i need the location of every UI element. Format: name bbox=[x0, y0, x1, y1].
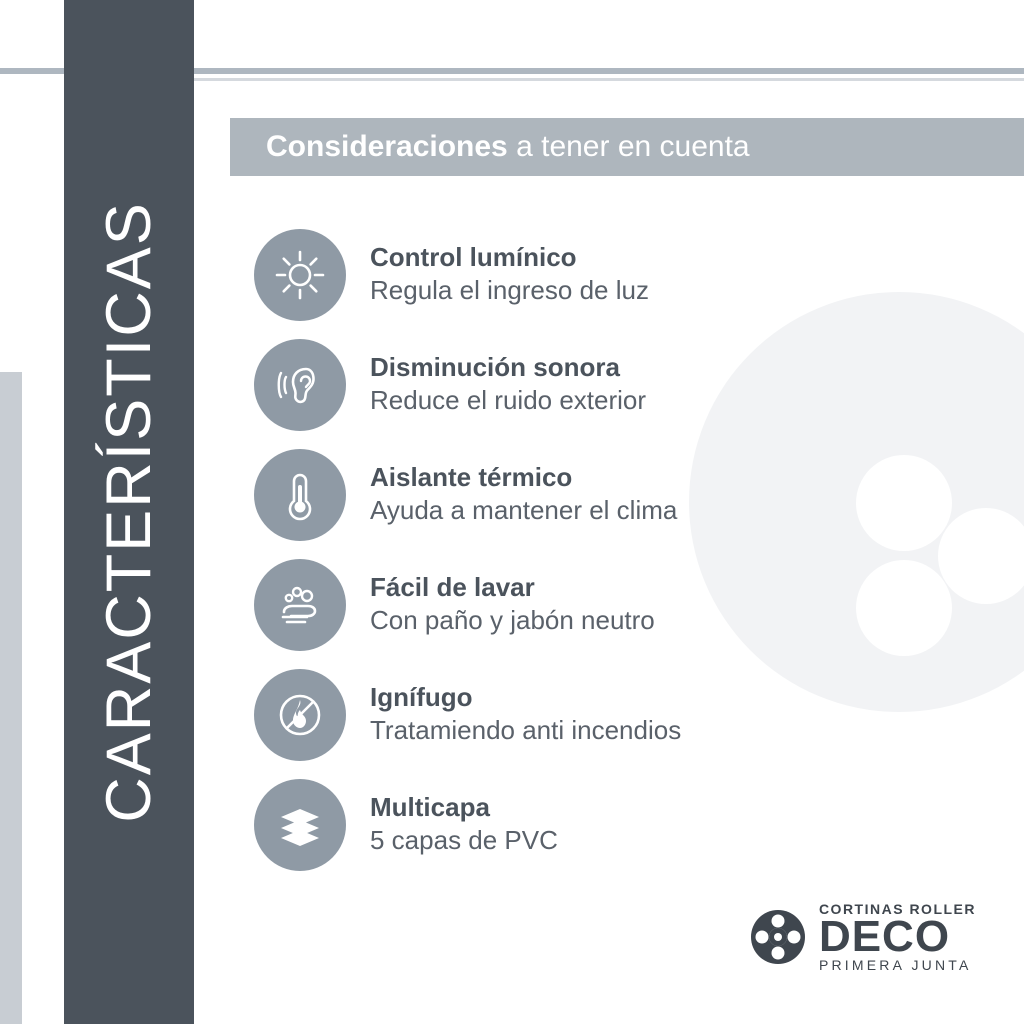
list-item bbox=[254, 448, 994, 542]
flame-icon bbox=[254, 669, 346, 761]
layers-icon bbox=[254, 779, 346, 871]
list-item bbox=[254, 668, 994, 762]
header-title-light: a tener en cuenta bbox=[507, 130, 750, 163]
feature-subtitle: 5 capas de PVC bbox=[370, 825, 558, 856]
vertical-title bbox=[64, 0, 194, 1024]
feature-title: Fácil de lavar bbox=[370, 572, 535, 603]
features-list bbox=[254, 228, 994, 872]
brand-name: DECO bbox=[818, 912, 951, 962]
top-rule-thin bbox=[180, 78, 1024, 81]
list-item bbox=[254, 778, 994, 872]
list-item bbox=[254, 558, 994, 652]
header-title-bold: Consideraciones bbox=[266, 130, 508, 163]
ear-sound-icon bbox=[254, 339, 346, 431]
header-banner bbox=[230, 118, 1024, 176]
feature-text bbox=[370, 463, 677, 526]
vertical-title-text: CARACTERÍSTICAS bbox=[94, 201, 164, 823]
feature-title: Multicapa bbox=[370, 792, 490, 823]
feature-text bbox=[370, 573, 655, 636]
feature-title: Ignífugo bbox=[370, 682, 473, 713]
header-title bbox=[266, 130, 750, 164]
left-accent-bar bbox=[0, 372, 22, 1024]
feature-text bbox=[370, 793, 558, 856]
list-item bbox=[254, 228, 994, 322]
feature-text bbox=[370, 243, 649, 306]
brand-tagline-top: CORTINAS ROLLER bbox=[818, 901, 976, 918]
brand-text bbox=[819, 902, 976, 972]
hand-wash-icon bbox=[254, 559, 346, 651]
feature-text bbox=[370, 683, 681, 746]
thermometer-icon bbox=[254, 449, 346, 541]
feature-title: Aislante térmico bbox=[370, 462, 573, 493]
brand-logo bbox=[749, 902, 976, 972]
feature-title: Control lumínico bbox=[370, 242, 577, 273]
feature-subtitle: Reduce el ruido exterior bbox=[370, 385, 647, 416]
feature-title: Disminución sonora bbox=[370, 352, 620, 383]
feature-subtitle: Regula el ingreso de luz bbox=[370, 275, 649, 306]
list-item bbox=[254, 338, 994, 432]
sun-icon bbox=[254, 229, 346, 321]
feature-subtitle: Tratamiendo anti incendios bbox=[370, 715, 682, 746]
deco-logo-icon bbox=[749, 908, 807, 966]
feature-text bbox=[370, 353, 646, 416]
feature-subtitle: Con paño y jabón neutro bbox=[370, 605, 655, 636]
brand-tagline-bottom: PRIMERA JUNTA bbox=[818, 957, 972, 973]
feature-subtitle: Ayuda a mantener el clima bbox=[370, 495, 678, 526]
